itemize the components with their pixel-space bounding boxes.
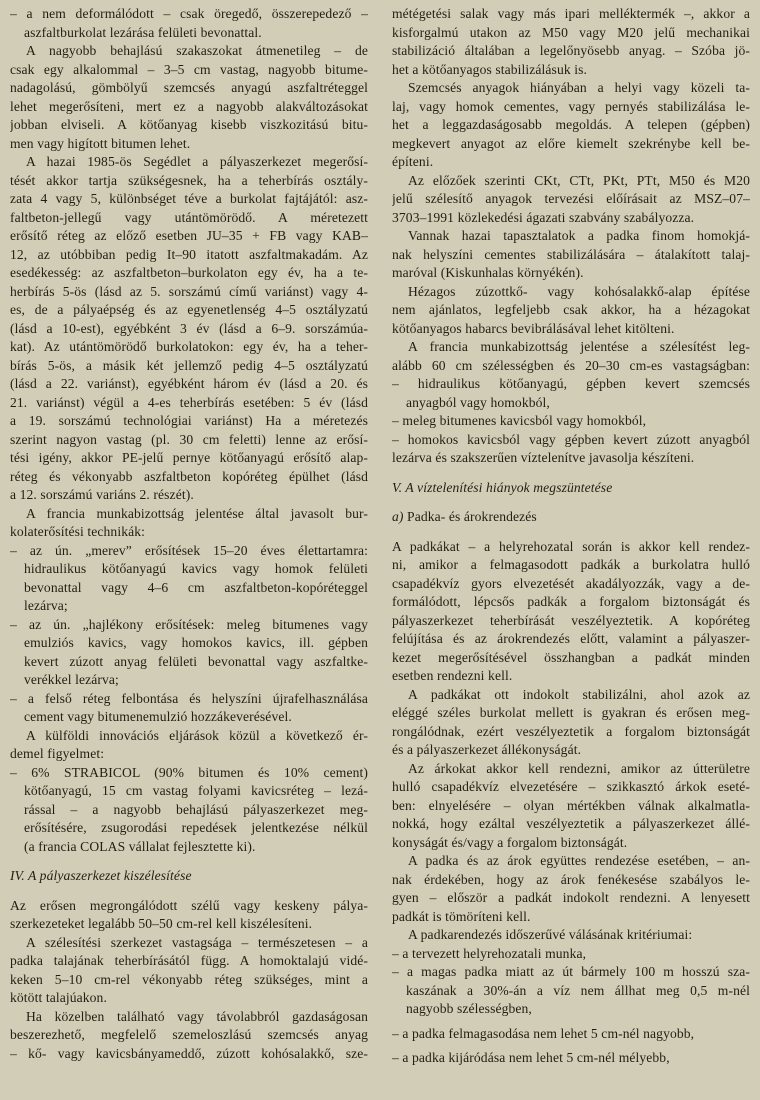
text-line: keken 5–10 cm-rel vékonyabb réteg szükséges, mint a [10,971,368,987]
text-line: emulziós kavics, vagy homokos kavics, ill. gépben [24,635,368,650]
text-line: kolaterősítési technikák: [10,524,145,539]
text-line: (a francia COLAS vállalat fejlesztette ki). [24,838,256,854]
text-line: kaszának a 30%-án a víz nem állhat meg 0,5 m-nél [406,982,750,998]
text-line: demel figyelmet: [10,746,105,761]
paragraph [10,727,368,764]
paragraph [392,760,750,853]
text-line: a 12. sorszámú variáns 2. részét). [10,487,194,502]
text-line: A hazai 1985-ös Segédlet a pályaszerkezet megerősí- [26,154,368,169]
text-line: gyen – először a padkát indokolt rendezni. A lenyesett [392,890,750,905]
text-line: felújítása és az árokrendezés előtt, valamint a pályaszer- [392,631,750,646]
text-line: kezet megerősítésével összhangban a padkát minden [392,649,750,665]
text-line: – a magas padka miatt az út bármely 100 m hosszú sza- [392,964,750,979]
text-line: rással – a nagyobb behajlású pályaszerkezet meg- [24,801,368,817]
text-line: rongálódnak, ezért veszélyeztetik a forgalom biztonságát [392,723,750,739]
text-line: Az árkokat akkor kell rendezni, amikor az útterületre [408,760,750,776]
text-line: – az ún. „hajlékony erősítések: meleg bitumenes vagy [10,616,368,632]
list-item [392,1049,750,1068]
text-line: – kő- vagy kavicsbányameddő, zúzott kohósalakkő, sze- [10,1045,368,1061]
text-line: kötőanyagú, 15 cm vastag folyami kavicsréteg – lezá- [24,783,368,798]
text-line: 21. variánst) végül a 4-es teherbírás esetében: 5 év (lásd [10,394,368,410]
text-line: aszfaltburkolat lezárása felületi bevonattal. [24,24,262,40]
text-line: nem ajánlatos, legfeljebb csak akkor, ha a hézagokat [392,302,750,317]
text-line: kötőanyagos habarcs bevibrálásával lehet kitölteni. [392,320,675,336]
text-line: A padkákat – a helyrehozatal során is akkor kell rendez- [392,538,750,554]
text-line: nokká, hogy ezáltal veszélyeztetik a pályaszerkezet állé- [392,816,750,831]
list-item [392,963,750,1019]
paragraph [10,1008,368,1064]
text-line: lezárva; [24,598,68,613]
text-line: (lásd a 22. variánst), egyébként három év (lásd a 20. és [10,376,368,391]
text-line: kötött talajúakon. [10,990,107,1005]
text-line: erősítő réteg az előző esetben JU–35 + FB vagy KAB– [10,228,368,243]
text-line: A padkarendezés időszerűvé válásának kritériumai: [408,927,693,942]
text-line: Szemcsés anyagok hiányában a helyi vagy közeli ta- [408,80,750,95]
list-item [392,412,750,431]
text-line: A francia munkabizottság jelentése által javasolt bur- [26,505,368,521]
text-line: maróval (Kiskunhalas környékén). [392,265,584,280]
paragraph [392,79,750,172]
column-right [392,5,750,1100]
text-line: Az erősen megrongálódott szélű vagy keskeny pálya- [10,897,368,913]
text-line: Vannak hazai tapasztalatok a padka finom homokjá- [408,228,750,243]
text-line: beszerezhető, megfelelő szemeloszlású szemcsés anyag [10,1027,368,1042]
text-line: megkevert anyagot az előre kiemelt szekrénybe kell be- [392,135,750,151]
text-line: és a pályaszerkezet állékonyságát. [392,742,582,757]
text-line: csak egy alkalommal – 3–5 cm vastag, nagyobb bitume- [10,61,368,77]
section-heading: IV. A pályaszerkezet kiszélesítése [10,868,192,883]
text-line: alább 60 cm szélességben és 20–30 cm-es vastagságban: [392,357,750,373]
text-line: zata 4 vagy 5, különbséget téve a burkolat fajtájától: asz- [10,191,368,206]
text-line: A padka és az árok együttes rendezése esetében, – an- [408,853,750,868]
text-line: métégetési salak vagy más ipari melléktermék –, akkor a [392,6,750,21]
text-line: szerkezeteket legalább 50–50 cm-rel kell kiszélesíteni. [10,916,313,931]
sub-heading: a) Padka- és árokrendezés [392,509,537,524]
list-item [392,945,750,964]
paragraph [10,153,368,505]
text-line: bevonattal vagy 4–6 cm aszfaltbeton-kopóréteggel [24,579,368,595]
paragraph [10,505,368,542]
text-line: formálódott, lépcsős padkák a forgalom biztonságát és [392,594,750,609]
paragraph [10,897,368,934]
text-line: kat). Az utántömörödő burkolatokon: egy év, ha a teher- [10,339,368,354]
text-line: Hézagos zúzottkő- vagy kohósalakkő-alap építése [408,283,750,299]
text-line: lehet megerősíteni, mert ez a nagyobb alakváltozásokat [10,98,368,114]
text-line: hulló csapadékvíz elvezetésére – szikkasztó árkok eseté- [392,779,750,794]
text-line: A francia munkabizottság jelentése a szélesítést leg- [408,339,750,354]
text-line: 3703–1991 közlekedési ágazati szabvány szabályozza. [392,209,695,225]
text-line: faltbeton-jellegű vagy utántömörödő. A méretezett [10,209,368,225]
text-line: – a padka felmagasodása nem lehet 5 cm-nél nagyobb, [392,1025,695,1041]
text-line: het a leggazdaságosabb megoldás. A telepen (gépben) [392,117,750,132]
text-line: Az előzőek szerinti CKt, CTt, PKt, PTt, M50 és M20 [408,172,750,188]
text-line: herbírás 5-ös (lásd az 5. sorszámú című variánst) vagy 4- [10,283,368,299]
text-line: hidraulikus kötőanyagú kavics vagy homok felületi [24,561,368,576]
text-line: réteg és vékonyabb aszfaltbeton kopóréteg épülhet (lásd [10,468,368,484]
text-line: kisforgalmú utakon az M50 vagy M20 jelű mechanikai [392,24,750,40]
text-line: esedékesség: az aszfaltbeton–burkolaton egy év, ha a te- [10,265,368,280]
text-line: esetben rendezni kell. [392,668,513,683]
paragraph [392,172,750,228]
text-line: – az ún. „merev” erősítések 15–20 éves élettartamra: [10,542,368,558]
text-line: nak érdekében, hogy az árok fenékesése szabályos le- [392,871,750,887]
text-line: építeni. [392,154,434,169]
list-item [392,375,750,412]
column-left [10,5,368,1100]
text-line: erősítésére, zsugorodási repedések jelentkezése nélkül [24,820,368,835]
text-line: padka talajának teherbírásától függ. A homoktalajú vidé- [10,953,368,968]
text-line: – a padka kijáródása nem lehet 5 cm-nél mélyebb, [392,1050,670,1065]
paragraph [392,338,750,375]
text-line: tését akkor tartja szükségesnek, ha a teherbírás osztály- [10,172,368,188]
paragraph [392,283,750,339]
list-item [392,431,750,468]
list-item [10,616,368,690]
text-line: A külföldi innovációs eljárások közül a következő ér- [26,727,368,743]
text-line: – 6% STRABICOL (90% bitumen és 10% cement) [10,764,368,780]
text-line: ben: elnyelésére – olyan mértékben válnak alkalmatla- [392,797,750,813]
paragraph [392,686,750,760]
text-line: het a kötőanyagos stabilizálásuk is. [392,61,588,77]
text-line: verékkel lezárva; [24,672,119,687]
text-line: jelű szélesítő anyagok tervezési előírásait az MSZ–07– [392,191,750,206]
text-line: szerint nagyon vastag (pl. 30 cm feletti) lenne az erősí- [10,431,368,447]
text-line: bírás 5-ös, a másik két jellemző pedig 4–5 osztályzatú [10,357,368,373]
text-line: A nagyobb behajlású szakaszokat átmenetileg – de [26,43,368,58]
list-item [10,690,368,727]
text-line: A padkákat ott indokolt stabilizálni, ahol azok az [408,686,750,702]
text-line: Ha közelben található vagy távolabbról gazdaságosan [26,1008,368,1024]
text-line: 12, az utóbbiban pedig It–90 itatott aszfaltmakadám. Az [10,246,368,262]
text-line: konyságát és/vagy a forgalom biztonságát. [392,834,628,850]
text-line: cement vagy bitumenemulzió hozzákeverésével. [24,709,292,724]
text-line: csapadékvíz gyors elvezetését akadályozzák, vagy a de- [392,575,750,591]
paragraph [392,5,750,79]
text-line: ni, amikor a felmagasodott padkák a burkolatra hulló [392,557,750,572]
text-line: lezárva és szakszerűen víztelenítve javasolja készíteni. [392,450,695,465]
text-line: kevert zúzott anyag felületi bevonattal vagy aszfaltke- [24,653,368,669]
text-line: men vagy higított bitumen lehet. [10,135,191,151]
text-line: – a felső réteg felbontása és helyszíni újrafelhasználása [10,690,368,706]
text-line: padkát is tömöríteni kell. [392,908,531,924]
list-item [392,1025,750,1044]
list-item [10,5,368,42]
list-item [10,764,368,857]
text-line: anyagból vagy homokból, [406,394,550,410]
text-line: A szélesítési szerkezet vastagsága – természetesen – a [26,934,368,950]
text-line: nak helyszíni cementes stabilizálására – átalakított talaj- [392,246,750,262]
paragraph [392,852,750,926]
text-line: (lásd a 10-est), egyébként 3 év (lásd a 6–9. sorszámúa- [10,320,368,336]
text-line: eléggé széles burkolat mellett is gyakran és erősen meg- [392,705,750,720]
paragraph [392,227,750,283]
paragraph [392,926,750,945]
text-line: pályaszerkezet teherbírását veszélyeztetik. A kopóréteg [392,612,750,628]
section-heading: V. A víztelenítési hiányok megszüntetése [392,479,613,495]
text-line: stabilizáció általában a legelőnyösebb anyag. – Szóba jö- [392,43,750,58]
text-line: nagyobb szélességben, [406,1001,532,1016]
text-line: – a nem deformálódott – csak öregedő, összerepedező – [10,6,368,21]
sub-heading-marker: a) [392,509,404,524]
paragraph [10,934,368,1008]
text-line: – meleg bitumenes kavicsból vagy homokból, [392,413,647,428]
text-line: laj, vagy homok cementes, vagy pernyés stabilizálása le- [392,98,750,114]
paragraph [392,538,750,686]
text-line: a 19. sorszámú technológiai variánst) Ha a méretezés [10,413,368,428]
text-line: es, de a pályaépség és az egyenetlenség 4–5 osztályzatú [10,302,368,317]
text-line: – hidraulikus kötőanyagú, gépben kevert szemcsés [392,376,750,391]
paragraph [10,42,368,153]
text-line: – a tervezett helyrehozatali munka, [392,945,587,961]
text-line: jobban elviseli. A kötőanyag kisebb viszkozitású bitu- [10,117,368,132]
list-item [10,542,368,616]
text-line: tési igény, akkor PE-jelű pernye kötőanyagú erősítő alap- [10,450,368,465]
text-line: nadagolású, gömbölyű szemcsés anyagú aszfaltréteggel [10,80,368,95]
text-line: – homokos kavicsból vagy gépben kevert zúzott anyagból [392,431,750,447]
